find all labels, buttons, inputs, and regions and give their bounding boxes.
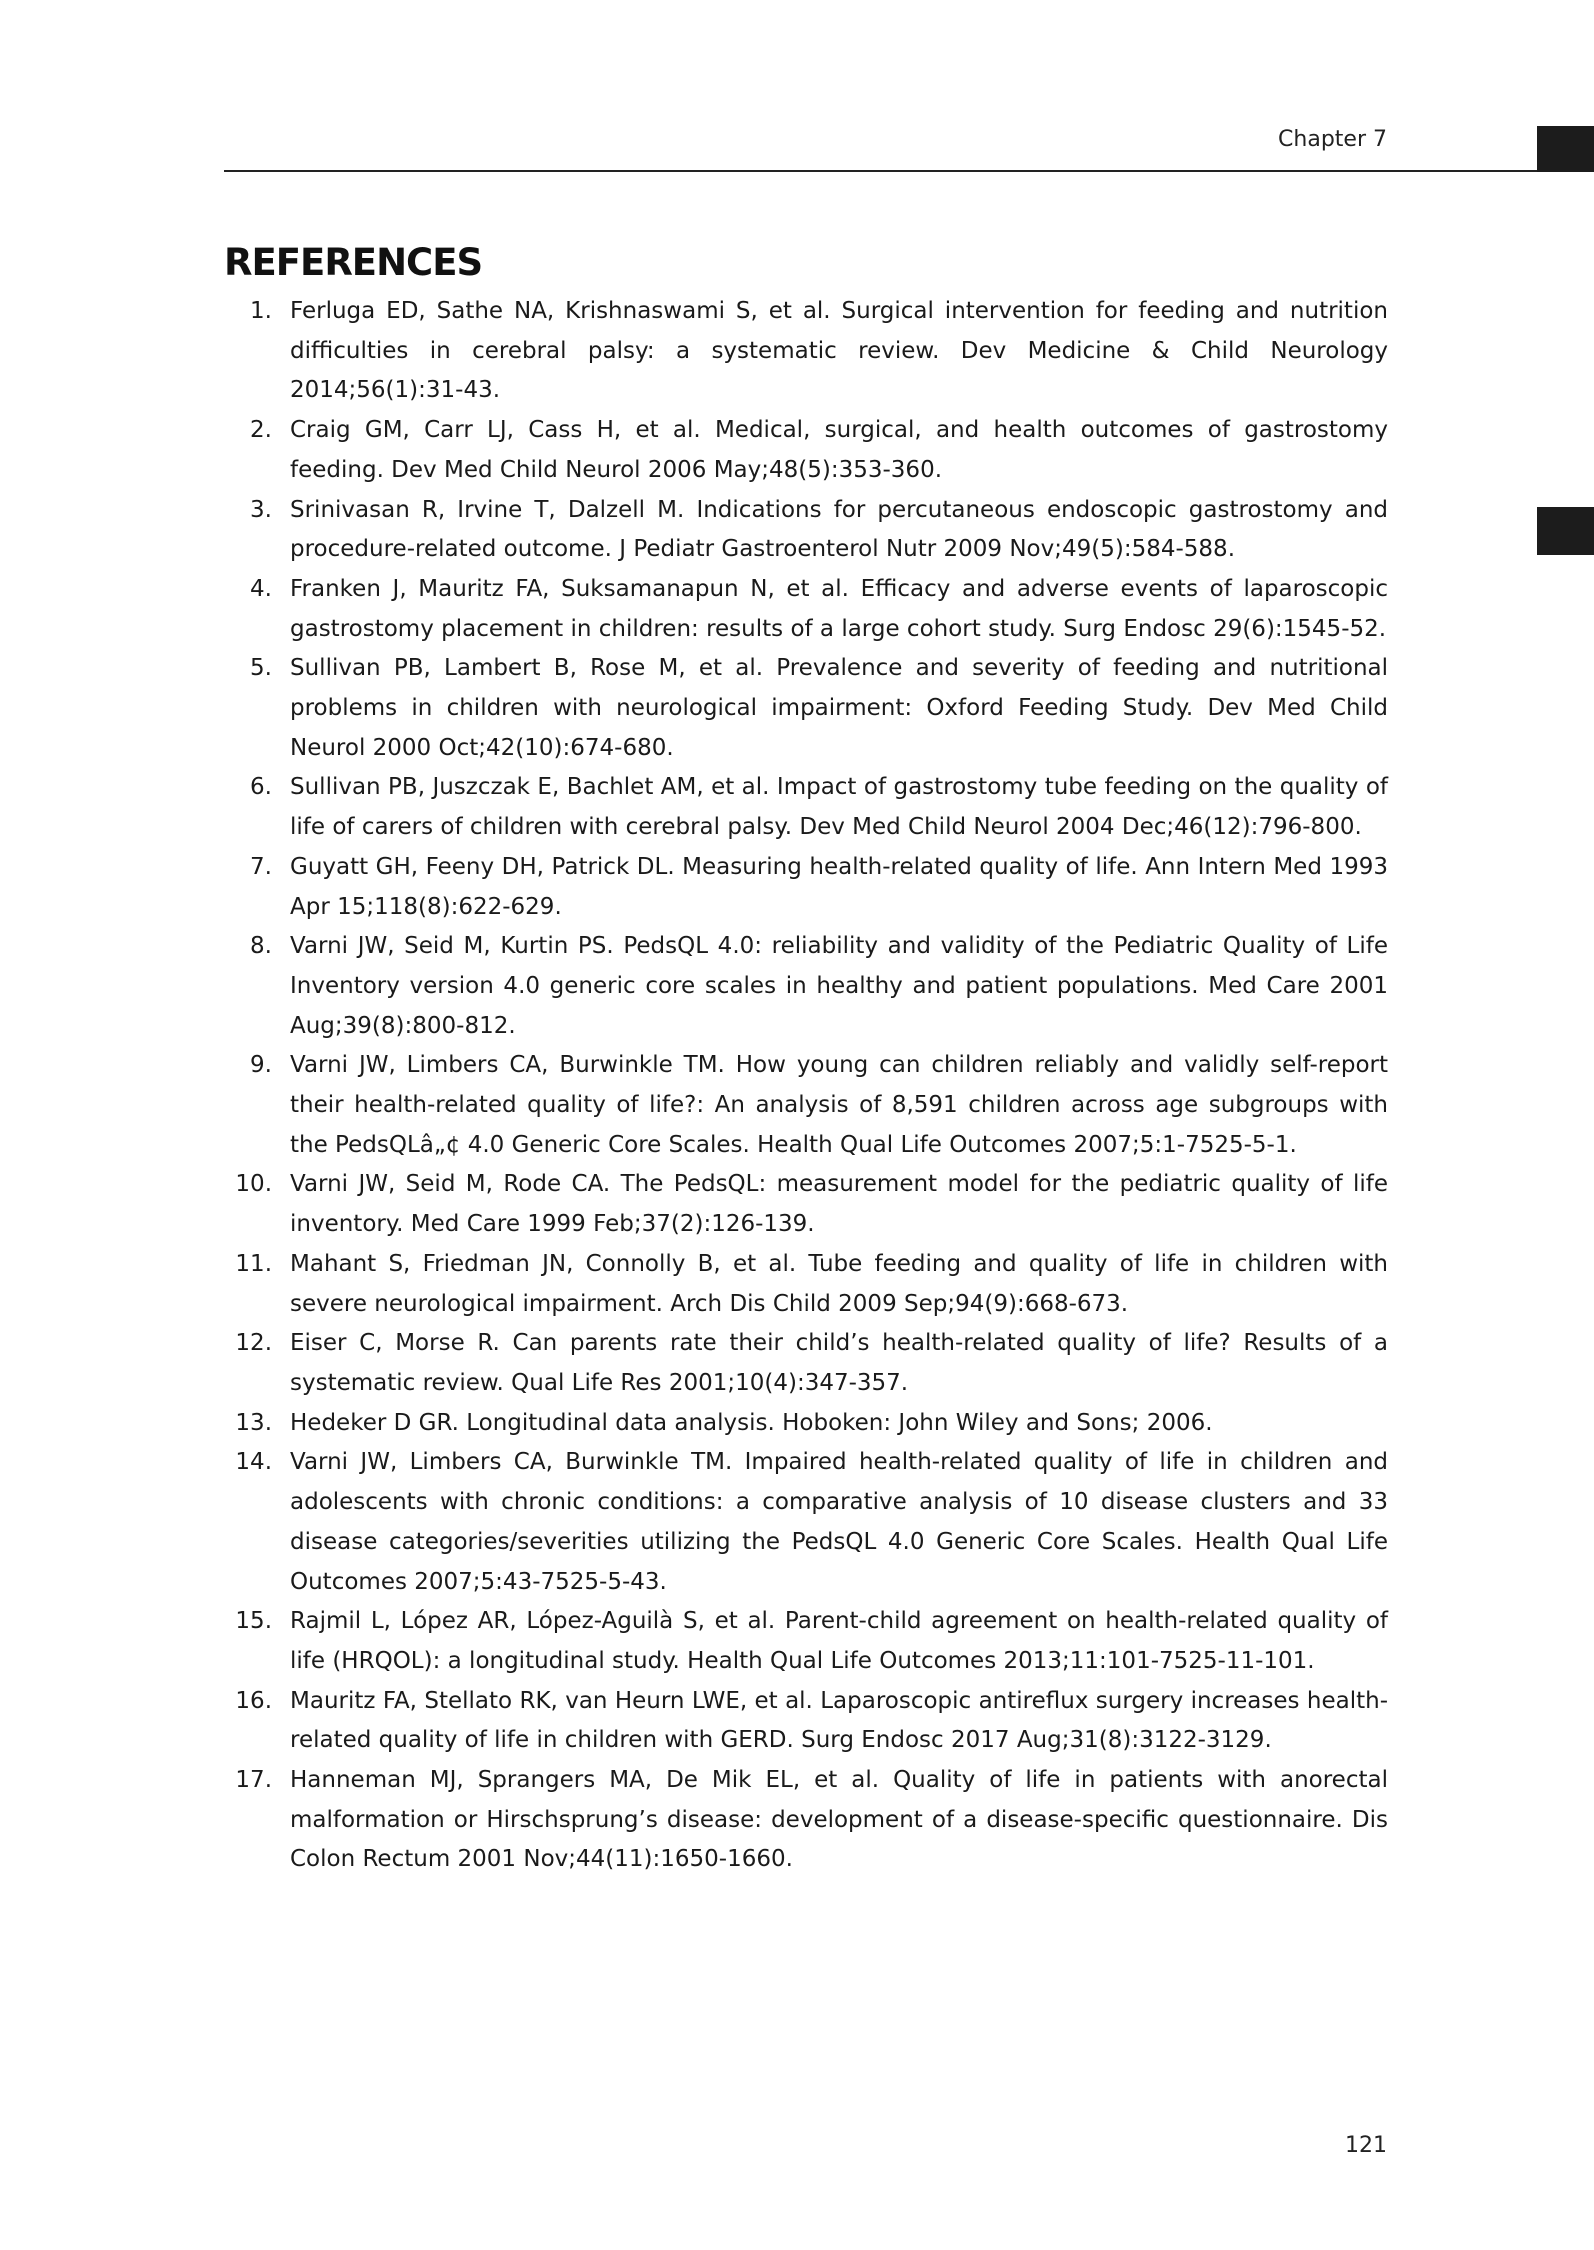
reference-item <box>224 1602 1388 1681</box>
reference-text: Varni JW, Limbers CA, Burwinkle TM. How young can children reliably and validly self-report their health-related quality of life?: An analysis of 8,591 children across age subgroups with the PedsQLâ„¢ 4.0 Generic Core Scales. Health Qual Life Outcomes 2007;5:1-7525-5-1. <box>290 1052 1388 1158</box>
reference-text: Sullivan PB, Juszczak E, Bachlet AM, et al. Impact of gastrostomy tube feeding on the quality of life of carers of children with cerebral palsy. Dev Med Child Neurol 2004 Dec;46(12):796-800. <box>290 774 1388 841</box>
reference-number: 8. <box>250 933 272 960</box>
page-title: REFERENCES <box>224 240 483 284</box>
reference-text: Ferluga ED, Sathe NA, Krishnaswami S, et al. Surgical intervention for feeding and nutrition difficulties in cerebral palsy: a systematic review. Dev Medicine & Child Neurology 2014;56(1):31-43. <box>290 298 1388 404</box>
reference-number: 6. <box>250 774 272 801</box>
reference-number: 13. <box>235 1409 272 1436</box>
header-rule <box>224 170 1594 172</box>
reference-item <box>224 1165 1388 1244</box>
reference-item <box>224 491 1388 570</box>
reference-number: 2. <box>250 417 272 444</box>
reference-number: 4. <box>250 575 272 602</box>
reference-item <box>224 292 1388 411</box>
page-number: 121 <box>1345 2133 1387 2158</box>
reference-item <box>224 570 1388 649</box>
reference-text: Varni JW, Seid M, Kurtin PS. PedsQL 4.0: reliability and validity of the Pediatric Quality of Life Inventory version 4.0 generic core scales in healthy and patient populations. Med Care 2001 Aug;39(8):800-812. <box>290 933 1388 1039</box>
reference-item <box>224 1245 1388 1324</box>
reference-text: Hanneman MJ, Sprangers MA, De Mik EL, et al. Quality of life in patients with anorectal malformation or Hirschsprung’s disease: development of a disease-specific questionnaire. Dis Colon Rectum 2001 Nov;44(11):1650-1660. <box>290 1767 1388 1873</box>
reference-text: Eiser C, Morse R. Can parents rate their child’s health-related quality of life? Results of a systematic review. Qual Life Res 2001;10(4):347-357. <box>290 1330 1388 1396</box>
reference-number: 15. <box>235 1608 272 1635</box>
reference-number: 16. <box>235 1687 272 1714</box>
reference-number: 5. <box>250 655 272 682</box>
reference-text: Varni JW, Limbers CA, Burwinkle TM. Impaired health-related quality of life in children and adolescents with chronic conditions: a comparative analysis of 10 disease clusters and 33 disease categories/severities utilizing the PedsQL 4.0 Generic Core Scales. Health Qual Life Outcomes 2007;5:43-7525-5-43. <box>290 1449 1388 1595</box>
reference-item <box>224 1682 1388 1761</box>
section-tab-marker <box>1537 507 1594 555</box>
reference-item <box>224 1761 1388 1880</box>
reference-text: Craig GM, Carr LJ, Cass H, et al. Medical, surgical, and health outcomes of gastrostomy feeding. Dev Med Child Neurol 2006 May;48(5):353-360. <box>290 417 1388 483</box>
reference-text: Varni JW, Seid M, Rode CA. The PedsQL: measurement model for the pediatric quality of life inventory. Med Care 1999 Feb;37(2):126-139. <box>290 1171 1388 1238</box>
reference-number: 12. <box>235 1330 272 1357</box>
chapter-tab-marker <box>1537 126 1594 172</box>
reference-number: 11. <box>235 1250 272 1277</box>
reference-number: 9. <box>250 1052 272 1079</box>
reference-text: Sullivan PB, Lambert B, Rose M, et al. Prevalence and severity of feeding and nutritional problems in children with neurological impairment: Oxford Feeding Study. Dev Med Child Neurol 2000 Oct;42(10):674-680. <box>290 655 1388 761</box>
reference-text: Srinivasan R, Irvine T, Dalzell M. Indications for percutaneous endoscopic gastrostomy and procedure-related outcome. J Pediatr Gastroenterol Nutr 2009 Nov;49(5):584-588. <box>290 496 1388 563</box>
chapter-header: Chapter 7 <box>1278 127 1387 152</box>
reference-item <box>224 927 1388 1046</box>
reference-text: Rajmil L, López AR, López-Aguilà S, et al. Parent-child agreement on health-related quality of life (HRQOL): a longitudinal study. Health Qual Life Outcomes 2013;11:101-7525-11-101. <box>290 1608 1388 1674</box>
reference-text: Mauritz FA, Stellato RK, van Heurn LWE, et al. Laparoscopic antireflux surgery increases health-related quality of life in children with GERD. Surg Endosc 2017 Aug;31(8):3122-3129. <box>290 1687 1388 1754</box>
reference-number: 17. <box>235 1767 272 1794</box>
reference-text: Hedeker D GR. Longitudinal data analysis. Hoboken: John Wiley and Sons; 2006. <box>290 1409 1213 1436</box>
reference-text: Franken J, Mauritz FA, Suksamanapun N, et al. Efficacy and adverse events of laparoscopic gastrostomy placement in children: results of a large cohort study. Surg Endosc 29(6):1545-52. <box>290 575 1388 642</box>
reference-number: 7. <box>250 853 272 880</box>
reference-item <box>224 1046 1388 1165</box>
reference-number: 1. <box>250 298 272 324</box>
reference-item <box>224 649 1388 768</box>
reference-item <box>224 768 1388 847</box>
reference-list <box>224 292 1388 1880</box>
reference-item <box>224 411 1388 490</box>
reference-number: 10. <box>235 1171 272 1198</box>
reference-item <box>224 1443 1388 1602</box>
reference-number: 3. <box>250 496 272 523</box>
reference-text: Guyatt GH, Feeny DH, Patrick DL. Measuring health-related quality of life. Ann Intern Med 1993 Apr 15;118(8):622-629. <box>290 853 1388 920</box>
reference-item <box>224 1404 1388 1444</box>
reference-text: Mahant S, Friedman JN, Connolly B, et al. Tube feeding and quality of life in children with severe neurological impairment. Arch Dis Child 2009 Sep;94(9):668-673. <box>290 1250 1388 1317</box>
reference-number: 14. <box>235 1449 272 1476</box>
reference-item <box>224 848 1388 927</box>
reference-item <box>224 1324 1388 1403</box>
